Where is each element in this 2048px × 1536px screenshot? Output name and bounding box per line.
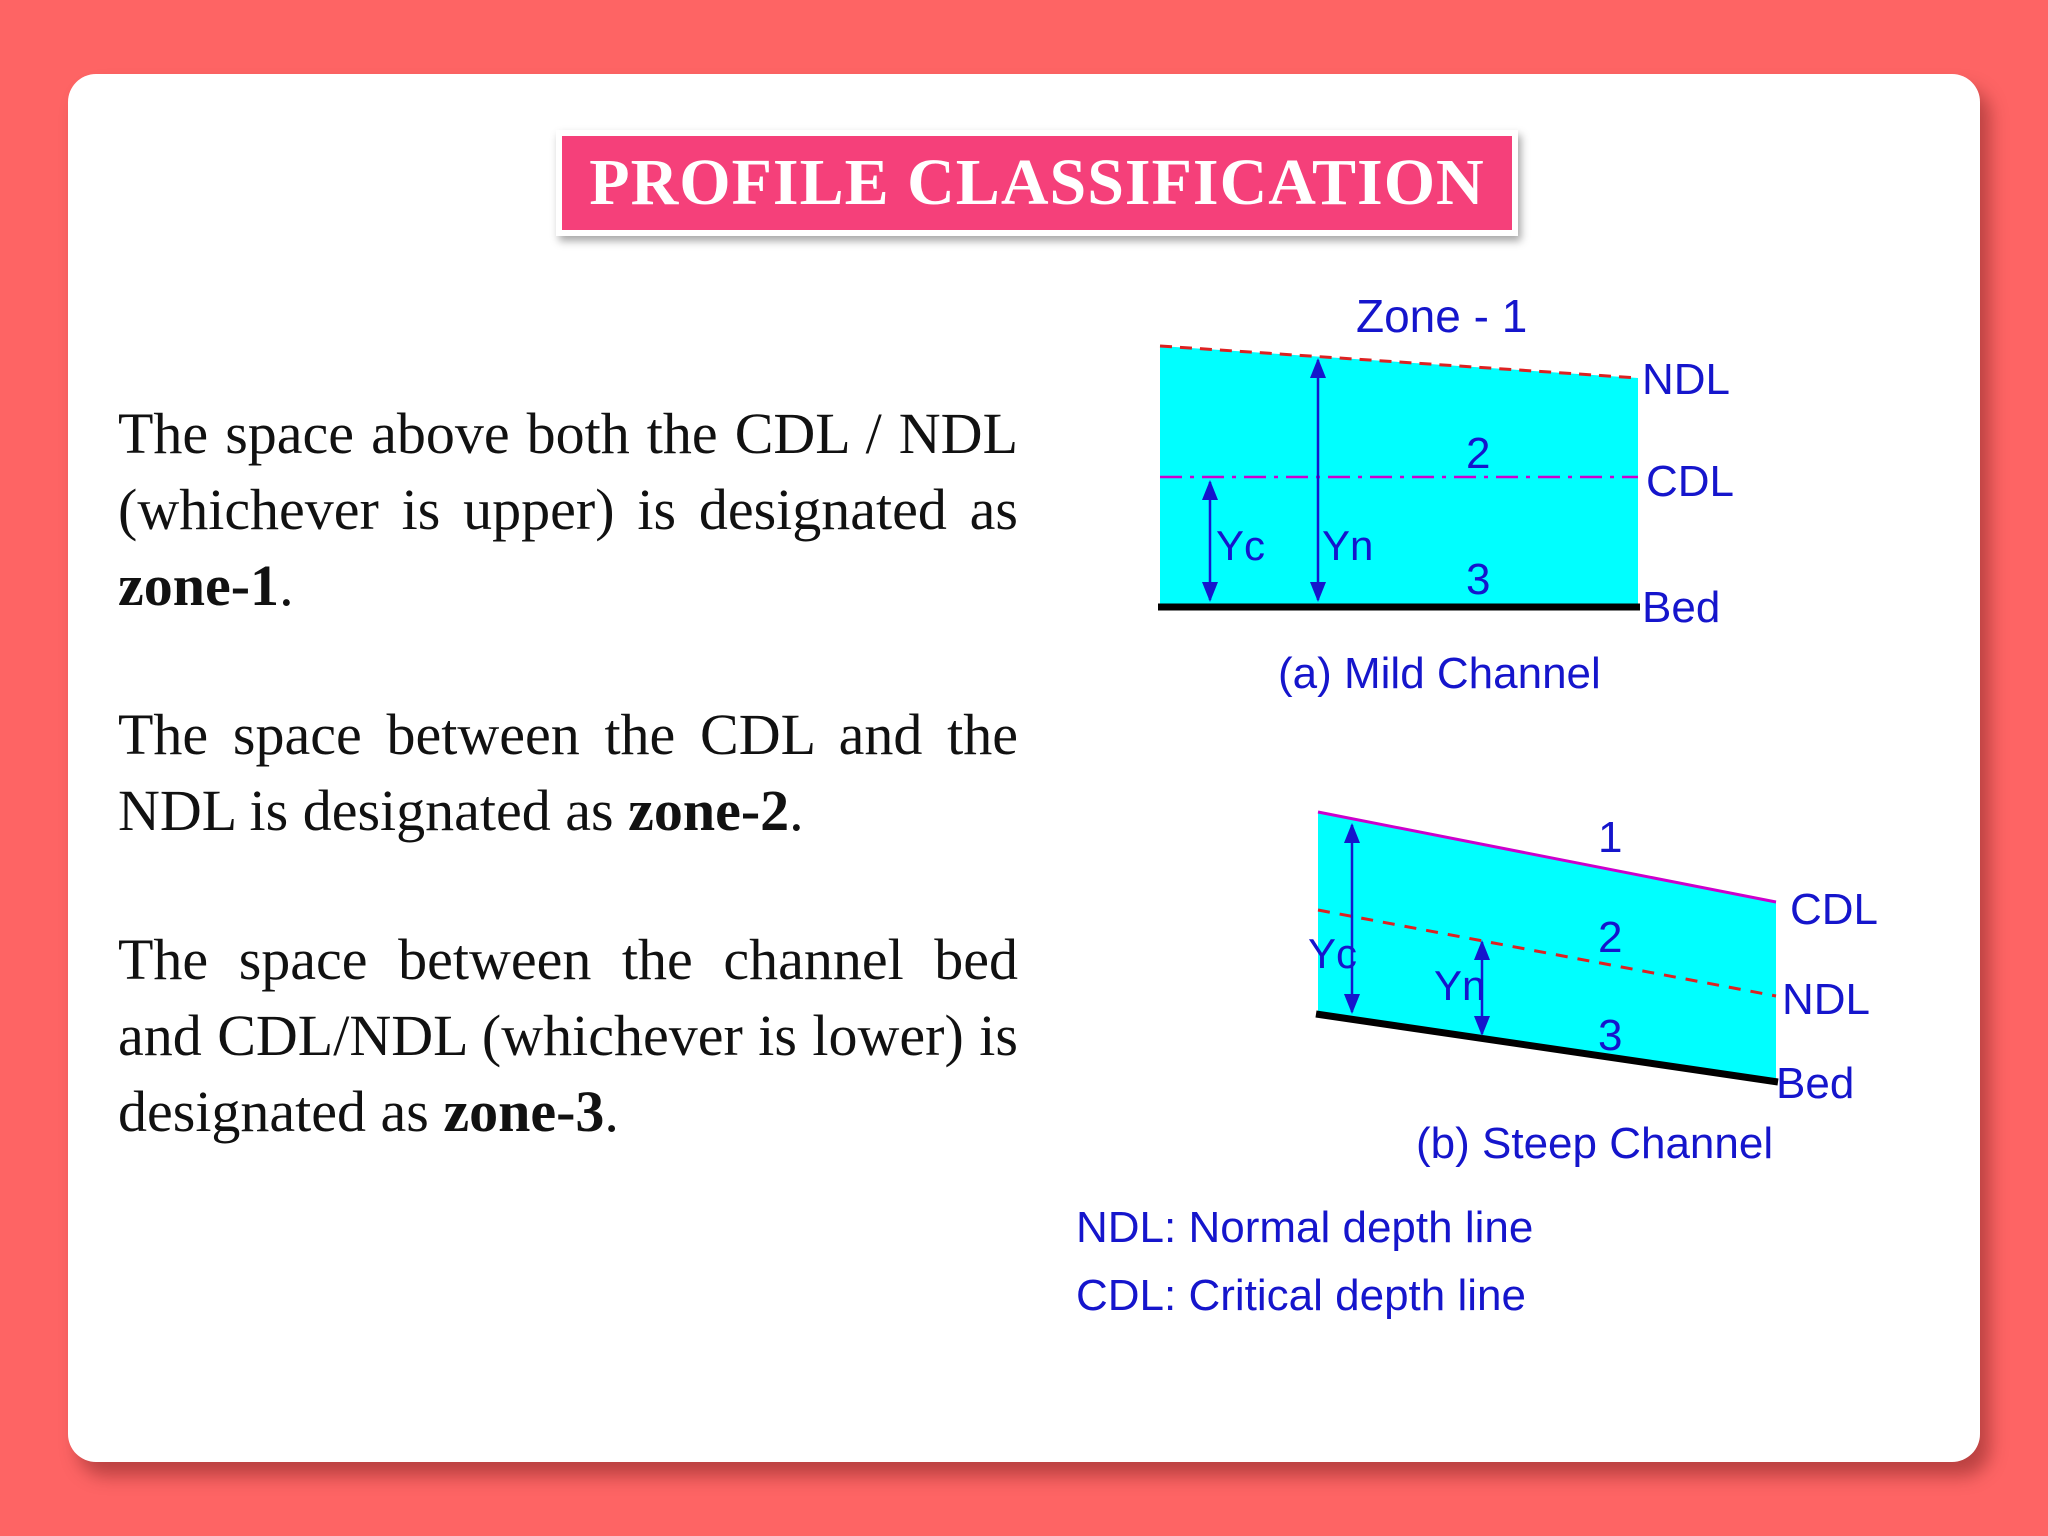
mild-bed-label: Bed: [1642, 583, 1721, 632]
zone-3-end: .: [604, 1079, 619, 1144]
zone-1-end: .: [279, 553, 294, 618]
zone-3-term: zone-3: [443, 1079, 605, 1144]
ndl-definition: NDL: Normal depth line: [1076, 1203, 1534, 1252]
mild-cdl-label: CDL: [1646, 457, 1735, 506]
mild-caption: (a) Mild Channel: [1278, 649, 1601, 698]
abbreviation-legend: [1076, 1203, 1533, 1320]
mild-zone-2-label: 2: [1466, 429, 1491, 478]
zone-1-term: zone-1: [118, 553, 280, 618]
steep-zone-2-label: 2: [1598, 913, 1623, 962]
steep-yc-label: Yc: [1308, 930, 1358, 977]
steep-caption: (b) Steep Channel: [1416, 1119, 1774, 1168]
mild-channel-diagram: [1158, 290, 1734, 698]
cdl-definition: CDL: Critical depth line: [1076, 1271, 1526, 1320]
zone-3-text: The space between the channel bed and CDL/NDL (whichever is lower) is designated as: [118, 927, 1018, 1144]
mild-yc-label: Yc: [1216, 522, 1266, 569]
zone-2-term: zone-2: [628, 778, 790, 843]
steep-channel-diagram: [1308, 812, 1878, 1168]
steep-bed-label: Bed: [1776, 1059, 1855, 1108]
zone-1-text: The space above both the CDL / NDL (whichever is upper) is designated as: [118, 401, 1018, 542]
mild-zone-3-label: 3: [1466, 555, 1491, 604]
steep-zone-3-label: 3: [1598, 1011, 1623, 1060]
zone-2-end: .: [789, 778, 804, 843]
steep-water-area: [1318, 812, 1776, 1082]
steep-ndl-label: NDL: [1782, 975, 1871, 1024]
slide-title: PROFILE CLASSIFICATION: [562, 136, 1512, 230]
zone-2-text: The space between the CDL and the NDL is designated as: [118, 702, 1018, 843]
steep-yn-label: Yn: [1434, 962, 1486, 1009]
steep-cdl-label: CDL: [1790, 885, 1879, 934]
steep-zone-1-label: 1: [1598, 813, 1623, 862]
mild-yn-label: Yn: [1322, 522, 1374, 569]
mild-ndl-label: NDL: [1642, 355, 1731, 404]
mild-zone-1-label: Zone - 1: [1356, 290, 1528, 342]
